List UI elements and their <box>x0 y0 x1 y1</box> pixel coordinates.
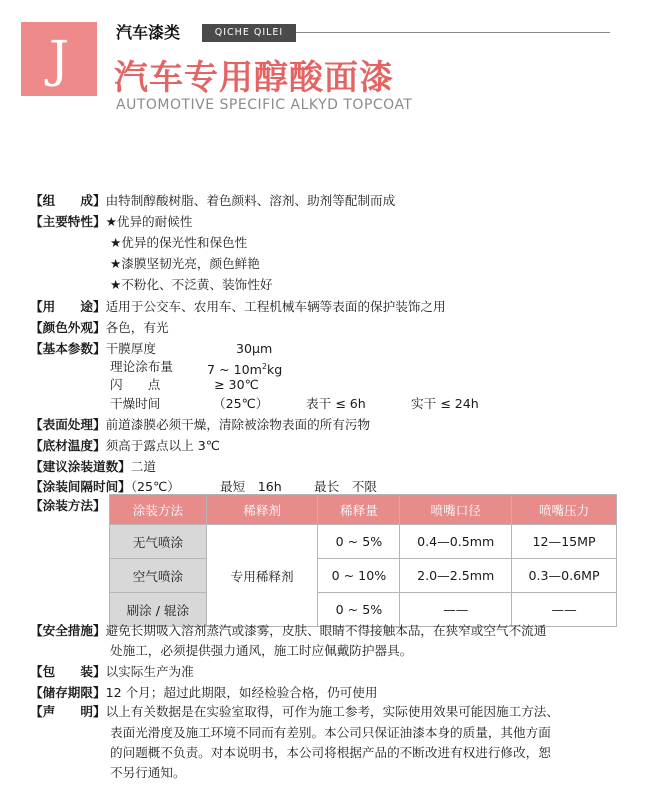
hard-dry: 实干 ≤ 24h <box>411 396 479 411</box>
flash-value: ≥ 30℃ <box>214 377 259 392</box>
storage-label: 【储存期限】 <box>30 685 106 700</box>
packaging-label: 【包 装】 <box>30 664 106 679</box>
interval-longest: 最长 不限 <box>314 479 377 494</box>
statement-text-cont: 的问题概不负责。对本说明书，本公司将根据产品的不断改进有权进行修改，恕 <box>110 745 551 760</box>
safety-row <box>30 622 546 640</box>
substrate-temp-row <box>30 437 220 455</box>
ratio-cell: 0 ~ 5% <box>318 525 400 559</box>
product-subtitle: AUTOMOTIVE SPECIFIC ALKYD TOPCOAT <box>116 97 413 113</box>
nozzle-cell: —— <box>400 593 512 627</box>
statement-text-cont: 表面光滑度及施工环境不同而有差别。本公司只保证油漆本身的质量，其他方面 <box>110 725 551 740</box>
appearance-text: 各色，有光 <box>105 320 169 335</box>
spread-label: 理论涂布量 <box>110 359 173 374</box>
safety-text: 避免长期吸入溶剂蒸汽或漆雾，皮肤、眼睛不得接触本品，在狭窄或空气不流通 <box>105 623 547 638</box>
table-header: 稀释量 <box>318 495 400 525</box>
ratio-cell: 0 ~ 10% <box>318 559 400 593</box>
table-header: 涂装方法 <box>110 495 207 525</box>
film-thickness-label: 干膜厚度 <box>105 341 156 356</box>
table-header-row <box>110 495 617 525</box>
surface-prep-row <box>30 416 370 434</box>
spread-value-sup: 2 <box>261 362 267 371</box>
table-header: 喷嘴口径 <box>400 495 512 525</box>
interval-temp: （25℃） <box>130 479 180 494</box>
pressure-cell: 0.3—0.6MP <box>512 559 617 593</box>
packaging-row <box>30 663 194 681</box>
params-label: 【基本参数】 <box>30 341 106 356</box>
pressure-cell: 12—15MP <box>512 525 617 559</box>
storage-text: 12 个月；超过此期限，如经检验合格，仍可使用 <box>105 685 378 700</box>
flash-label: 闪 点 <box>110 377 161 392</box>
interval-label: 【涂装间隔时间】 <box>30 479 131 494</box>
film-thickness-value: 30μm <box>236 341 273 356</box>
method-cell: 空气喷涂 <box>110 559 207 593</box>
product-title: 汽车专用醇酸面漆 <box>114 58 394 98</box>
appearance-label: 【颜色外观】 <box>30 320 106 335</box>
surface-prep-text: 前道漆膜必须干燥，清除被涂物表面的所有污物 <box>105 417 371 432</box>
nozzle-cell: 2.0—2.5mm <box>400 559 512 593</box>
statement-label: 【声 明】 <box>30 704 106 719</box>
statement-text-cont: 不另行通知。 <box>110 765 186 780</box>
usage-text: 适用于公交车、农用车、工程机械车辆等表面的保护装饰之用 <box>105 299 446 314</box>
method-label: 【涂装方法】 <box>30 498 106 513</box>
feature-item: ★不粉化、不泛黄、装饰性好 <box>110 277 273 292</box>
surface-prep-label: 【表面处理】 <box>30 417 106 432</box>
table-header: 喷嘴压力 <box>512 495 617 525</box>
usage-label: 【用 途】 <box>30 299 106 314</box>
feature-item: ★优异的保光性和保色性 <box>110 235 248 250</box>
usage-row <box>30 298 446 316</box>
method-cell: 无气喷涂 <box>110 525 207 559</box>
dry-temp: （25℃） <box>213 396 269 411</box>
coats-text: 二道 <box>130 459 156 474</box>
nozzle-cell: 0.4—0.5mm <box>400 525 512 559</box>
method-row <box>30 497 106 515</box>
statement-row <box>30 703 559 721</box>
interval-shortest: 最短 16h <box>220 479 282 494</box>
table-row <box>110 559 617 593</box>
header-rule <box>296 32 610 33</box>
features-label: 【主要特性】 <box>30 214 106 229</box>
storage-row <box>30 684 377 702</box>
ratio-cell: 0 ~ 5% <box>318 593 400 627</box>
category-pinyin: QICHE QILEI <box>202 24 296 42</box>
packaging-text: 以实际生产为准 <box>105 664 194 679</box>
composition-text: 由特制醇酸树脂、着色颜料、溶剂、助剂等配制而成 <box>105 193 396 208</box>
dry-label: 干燥时间 <box>110 396 161 411</box>
category-badge: J <box>21 22 97 96</box>
composition-label: 【组 成】 <box>30 193 106 208</box>
coats-label: 【建议涂装道数】 <box>30 459 131 474</box>
thinner-cell: 专用稀释剂 <box>206 525 318 627</box>
features-row <box>30 213 192 231</box>
feature-item: ★优异的耐候性 <box>105 214 193 229</box>
pressure-cell: —— <box>512 593 617 627</box>
method-cell: 刷涂 / 辊涂 <box>110 593 207 627</box>
statement-text: 以上有关数据是在实验室取得，可作为施工参考，实际使用效果可能因施工方法、 <box>105 704 559 719</box>
substrate-temp-text: 须高于露点以上 3℃ <box>105 438 220 453</box>
table-row <box>110 525 617 559</box>
feature-item: ★漆膜坚韧光亮，颜色鲜艳 <box>110 256 260 271</box>
category-label: 汽车漆类 <box>116 23 181 42</box>
safety-text-cont: 处施工，必须提供强力通风，施工时应佩戴防护器具。 <box>110 643 413 658</box>
coats-row <box>30 458 156 476</box>
method-table <box>109 494 617 627</box>
table-header: 稀释剂 <box>206 495 318 525</box>
substrate-temp-label: 【底材温度】 <box>30 438 106 453</box>
params-row <box>30 340 156 358</box>
surface-dry: 表干 ≤ 6h <box>306 396 366 411</box>
safety-label: 【安全措施】 <box>30 623 106 638</box>
spread-value-main: 7 ~ 10m <box>207 362 262 378</box>
spread-value-unit: kg <box>266 362 283 378</box>
composition-row <box>30 192 395 210</box>
appearance-row <box>30 319 169 337</box>
